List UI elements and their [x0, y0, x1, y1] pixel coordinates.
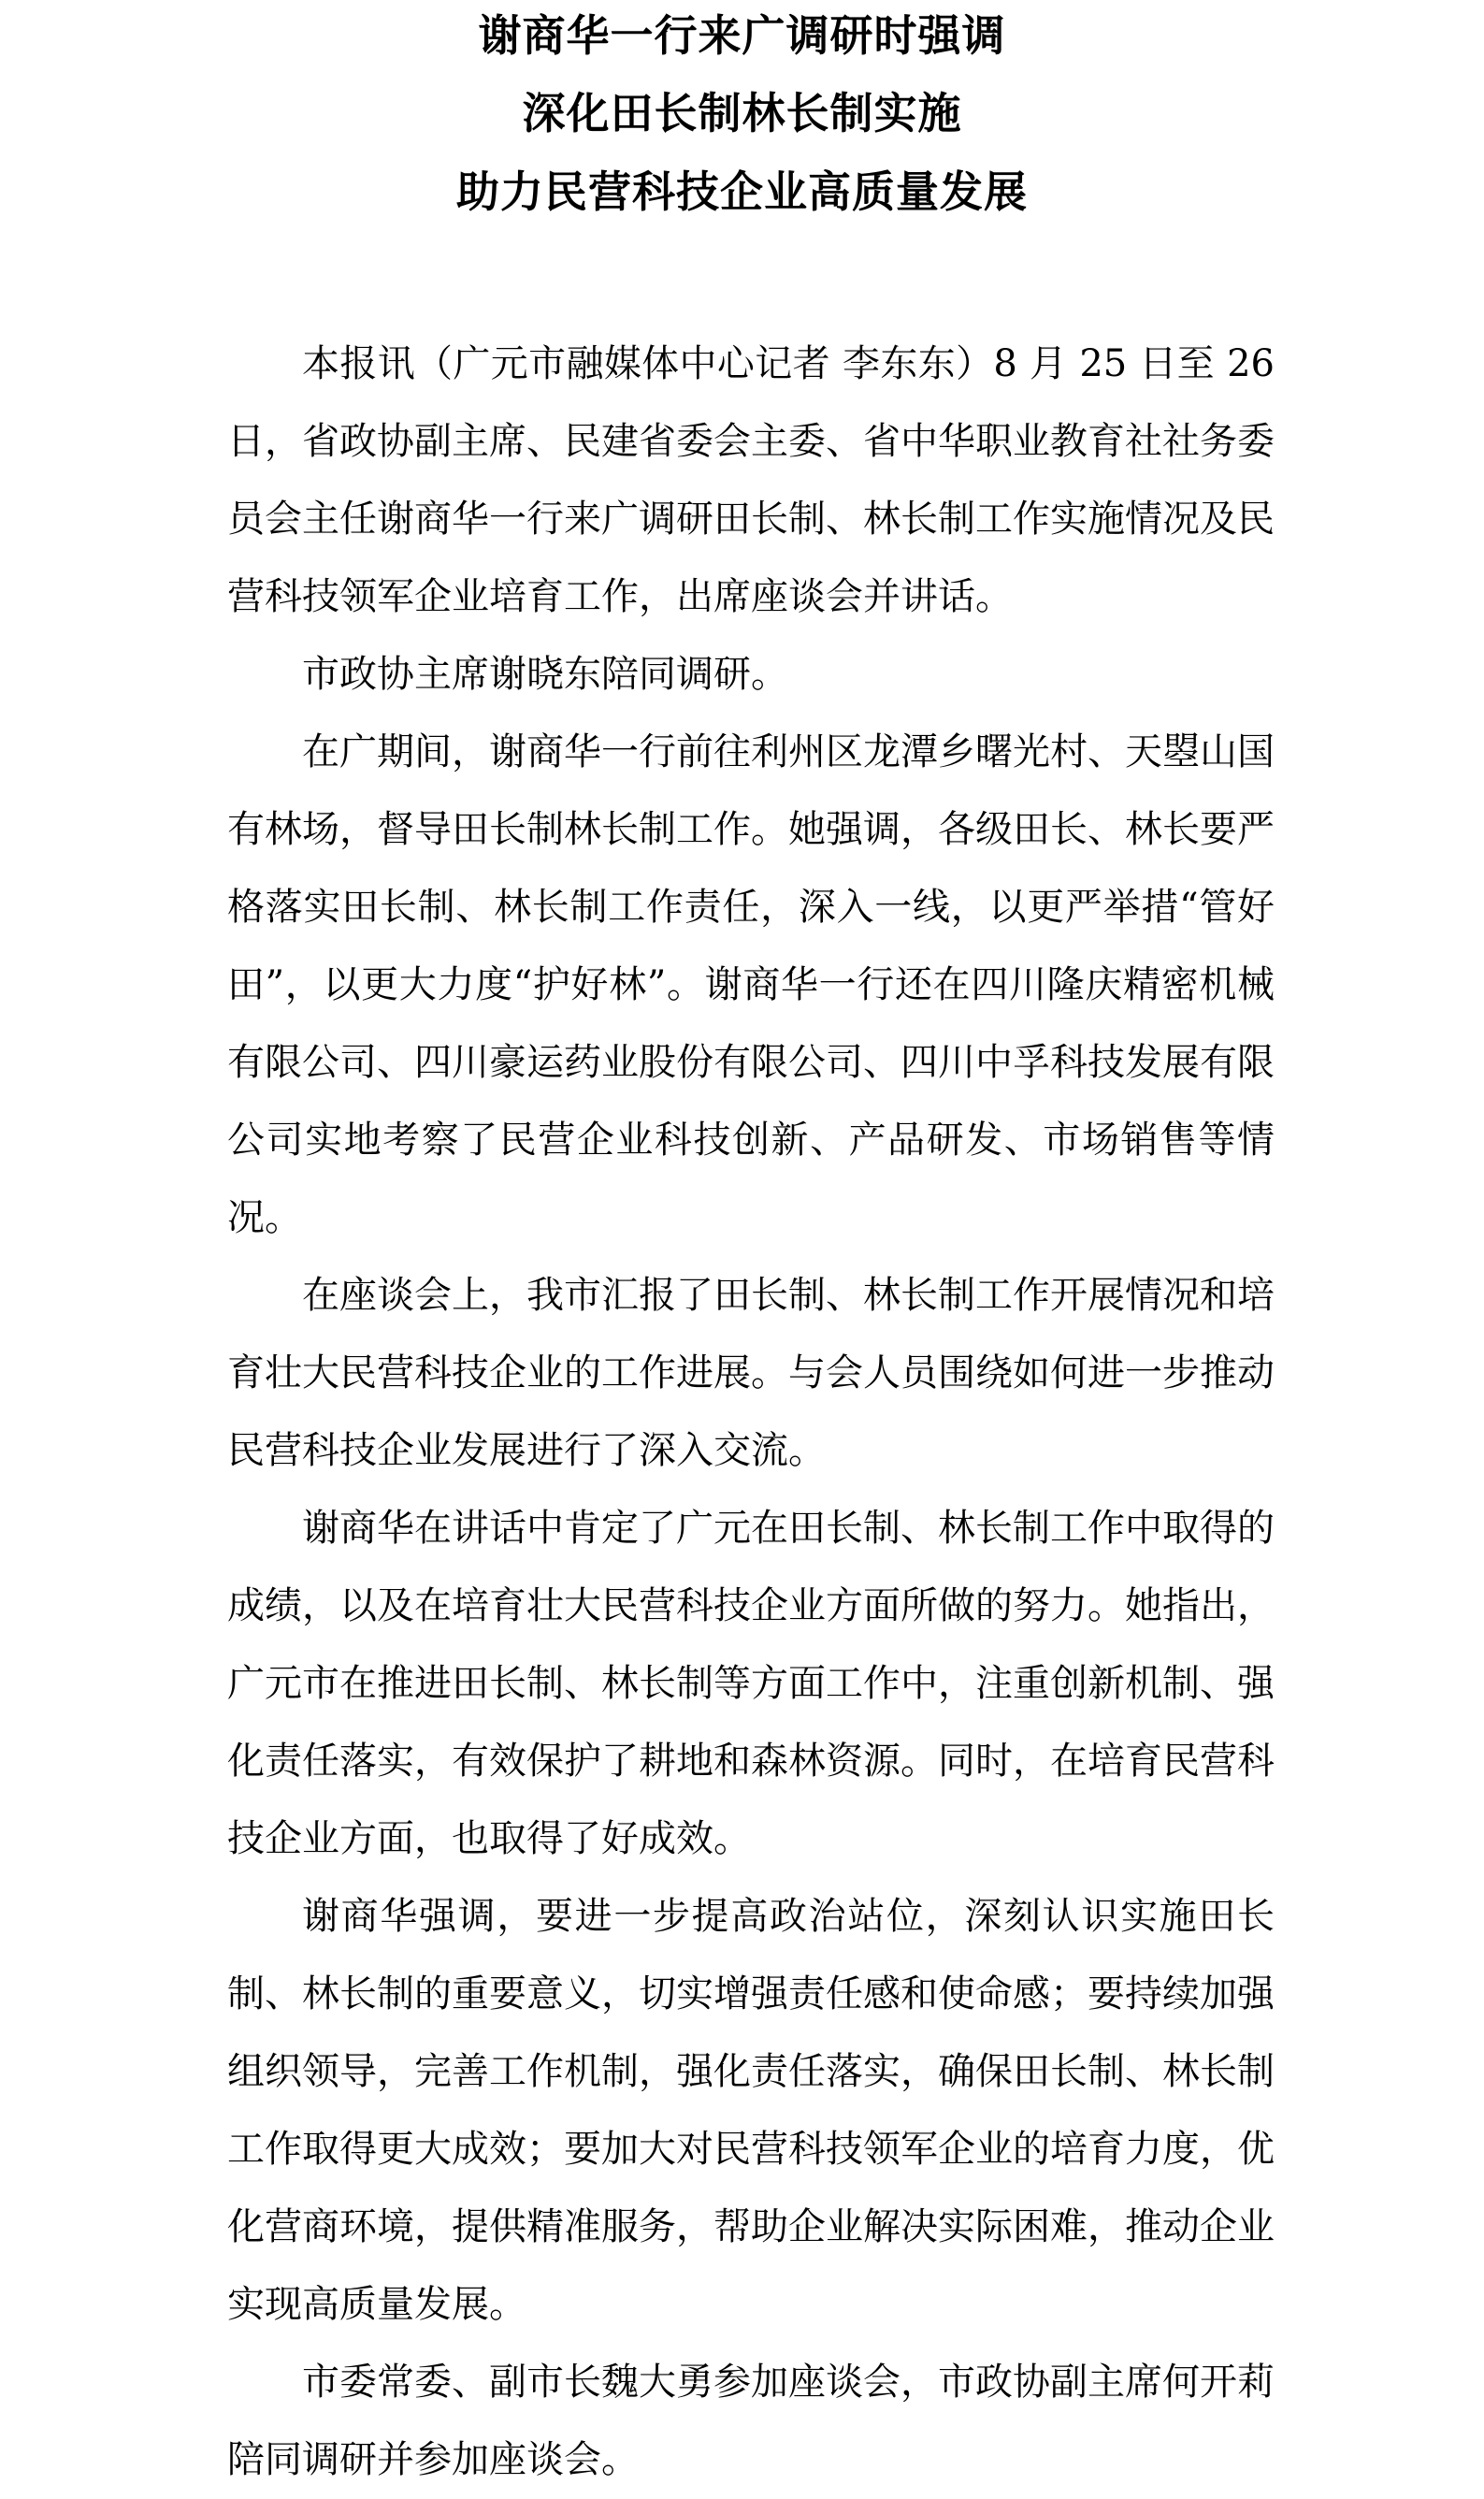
headline-line-2: 深化田长制林长制实施	[522, 88, 962, 138]
paragraph-accompany: 市政协主席谢晓东陪同调研。	[302, 653, 788, 696]
paragraph-symposium: 在座谈会上，我市汇报了田长制、林长制工作开展情况和培育壮大民营科技企业的工作进展。与会人员围绕如何进一步推动民营科技企业发展进行了深入交流。	[227, 1274, 1275, 1472]
paragraph-inspection: 在广期间，谢商华一行前往利州区龙潭乡曙光村、天曌山国有林场，督导田长制林长制工作。她强调，各级田长、林长要严格落实田长制、林长制工作责任，深入一线，以更严举措“管好田”，以更大力度“护好林”。谢商华一行还在四川隆庆精密机械有限公司、四川豪运药业股份有限公司、四川中孚科技发展有限公司实地考察了民营企业科技创新、产品研发、市场销售等情况。	[227, 730, 1275, 1239]
paragraph-emphasis: 谢商华强调，要进一步提高政治站位，深刻认识实施田长制、林长制的重要意义，切实增强责任感和使命感；要持续加强组织领导，完善工作机制，强化责任落实，确保田长制、林长制工作取得更大成效；要加大对民营科技领军企业的培育力度，优化营商环境，提供精准服务，帮助企业解决实际困难，推动企业实现高质量发展。	[227, 1895, 1275, 2326]
paragraph-attendees: 市委常委、副市长魏大勇参加座谈会，市政协副主席何开莉陪同调研并参加座谈会。	[227, 2361, 1275, 2481]
headline-line-1: 谢商华一行来广调研时强调	[478, 10, 1006, 61]
headline-line-3: 助力民营科技企业高质量发展	[456, 166, 1028, 217]
article-body	[227, 325, 1275, 2499]
paragraph-lead: 本报讯（广元市融媒体中心记者 李东东）8 月 25 日至 26 日，省政协副主席、民建省委会主委、省中华职业教育社社务委员会主任谢商华一行来广调研田长制、林长制工作实施情况及民营科技领军企业培育工作，出席座谈会并讲话。	[227, 342, 1275, 618]
paragraph-speech: 谢商华在讲话中肯定了广元在田长制、林长制工作中取得的成绩，以及在培育壮大民营科技企业方面所做的努力。她指出，广元市在推进田长制、林长制等方面工作中，注重创新机制、强化责任落实，有效保护了耕地和森林资源。同时，在培育民营科技企业方面，也取得了好成效。	[227, 1507, 1275, 1860]
